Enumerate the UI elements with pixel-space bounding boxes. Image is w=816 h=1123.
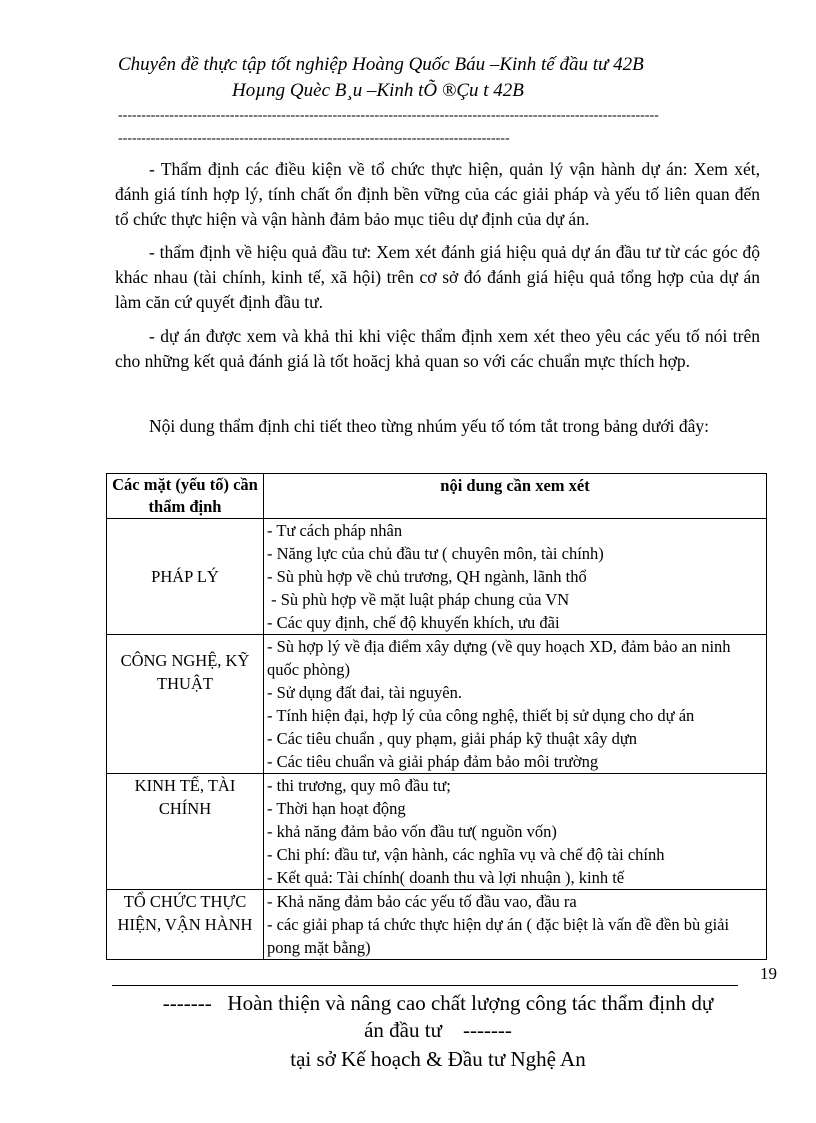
list-item: - các giải phap tá chức thực hiện dự án ( đặc biệt là vấn đề đền bù giải pong mặt bằng) [267,915,730,957]
footer-title-line-3: tại sở Kế hoạch & Đầu tư Nghệ An [290,1047,586,1071]
running-header-legacy-encoding: Hoµng Quèc B¸u –Kinh tÕ ®Çu t 42B [232,80,524,101]
list-item: - Sử dụng đất đai, tài nguyên. [267,683,462,702]
appraisal-content-table [106,473,767,960]
table-cell-aspect: KINH TẾ, TÀI CHÍNH [107,774,264,890]
table-cell-aspect: TỔ CHỨC THỰC HIỆN, VẬN HÀNH [107,890,264,960]
list-item: - Năng lực của chủ đầu tư ( chuyên môn, tài chính) [267,544,604,563]
list-item: - Tính hiện đại, hợp lý của công nghệ, thiết bị sử dụng cho dự án [267,706,695,725]
list-item: - Các tiêu chuẩn và giải pháp đảm bảo môi trường [267,752,599,771]
table-row [107,519,767,635]
table-cell-content [264,519,767,635]
list-item: - Sù phù hợp về chủ trương, QH ngành, lãnh thổ [267,567,587,586]
list-item: - thi trương, quy mô đầu tư; [267,776,451,795]
footer-rule [112,985,738,986]
paragraph-feasibility: - dự án được xem và khả thi khi việc thẩm định xem xét theo yêu các yếu tố nói trên cho những kết quả đánh giá là tốt hoăcj khả quan so với các chuẩn mực thích hợp. [115,326,760,371]
list-item: - Sù hợp lý về địa điểm xây dựng (về quy hoạch XD, đảm bảo an ninh quốc phòng) [267,637,731,679]
table-cell-content [264,774,767,890]
table-row [107,774,767,890]
list-item: - Khả năng đảm bảo các yếu tố đầu vao, đầu ra [267,892,577,911]
table-header-aspect: Các mặt (yếu tố) cần thẩm định [107,474,264,519]
footer-title-line-1: ------- Hoàn thiện và nâng cao chất lượng công tác thẩm định dự [162,991,714,1015]
running-header-unicode: Chuyên đề thực tập tốt nghiệp Hoàng Quốc Báu –Kinh tế đầu tư 42B [118,54,644,75]
list-item: - Kết quả: Tài chính( doanh thu và lợi nhuận ), kinh tế [267,868,625,887]
paragraph-table-intro: Nội dung thẩm định chi tiết theo từng nhúm yếu tố tóm tắt trong bảng dưới đây: [149,416,709,436]
table-cell-aspect: CÔNG NGHỆ, KỸ THUẬT [107,635,264,774]
list-item: - Tư cách pháp nhân [267,521,403,540]
page-number: 19 [760,964,777,983]
list-item: - Các tiêu chuẩn , quy phạm, giải pháp kỹ thuật xây dựn [267,729,638,748]
header-dash-rule-2: ------------------------------------------------------------------------------------ [118,131,510,146]
list-item: - Sù phù hợp về mặt luật pháp chung của VN [267,590,570,609]
list-item: - khả năng đảm bảo vốn đầu tư( nguồn vốn) [267,822,557,841]
header-dash-rule-1: -------------------------------------------------------------------------------------------------------------------- [118,108,659,123]
list-item: - Các quy định, chế độ khuyến khích, ưu đãi [267,613,560,632]
table-row [107,635,767,774]
list-item: - Thời hạn hoạt động [267,799,406,818]
footer-title-line-2: án đầu tư ------- [364,1018,512,1042]
table-cell-content [264,890,767,960]
table-cell-aspect: PHÁP LÝ [107,519,264,635]
table-row [107,890,767,960]
paragraph-investment-efficiency: - thẩm định về hiệu quả đầu tư: Xem xét đánh giá hiệu quả dự án đầu tư từ các góc độ khác nhau (tài chính, kinh tế, xã hội) trên cơ sở đó đánh giá hiệu quả tổng hợp của dự án làm căn cứ quyết định đầu tư. [115,242,760,312]
table-header-row [107,474,767,519]
table-header-content: nội dung cần xem xét [264,474,767,519]
table-cell-content [264,635,767,774]
paragraph-organization-appraisal: - Thẩm định các điều kiện về tổ chức thực hiện, quản lý vận hành dự án: Xem xét, đánh giá tính hợp lý, tính chất ổn định bền vững của các giải pháp và yếu tố liên quan đến tổ chức thực hiện và vận hành đảm bảo mục tiêu dự định của dự án. [115,159,760,229]
list-item: - Chi phí: đầu tư, vận hành, các nghĩa vụ và chế độ tài chính [267,845,665,864]
